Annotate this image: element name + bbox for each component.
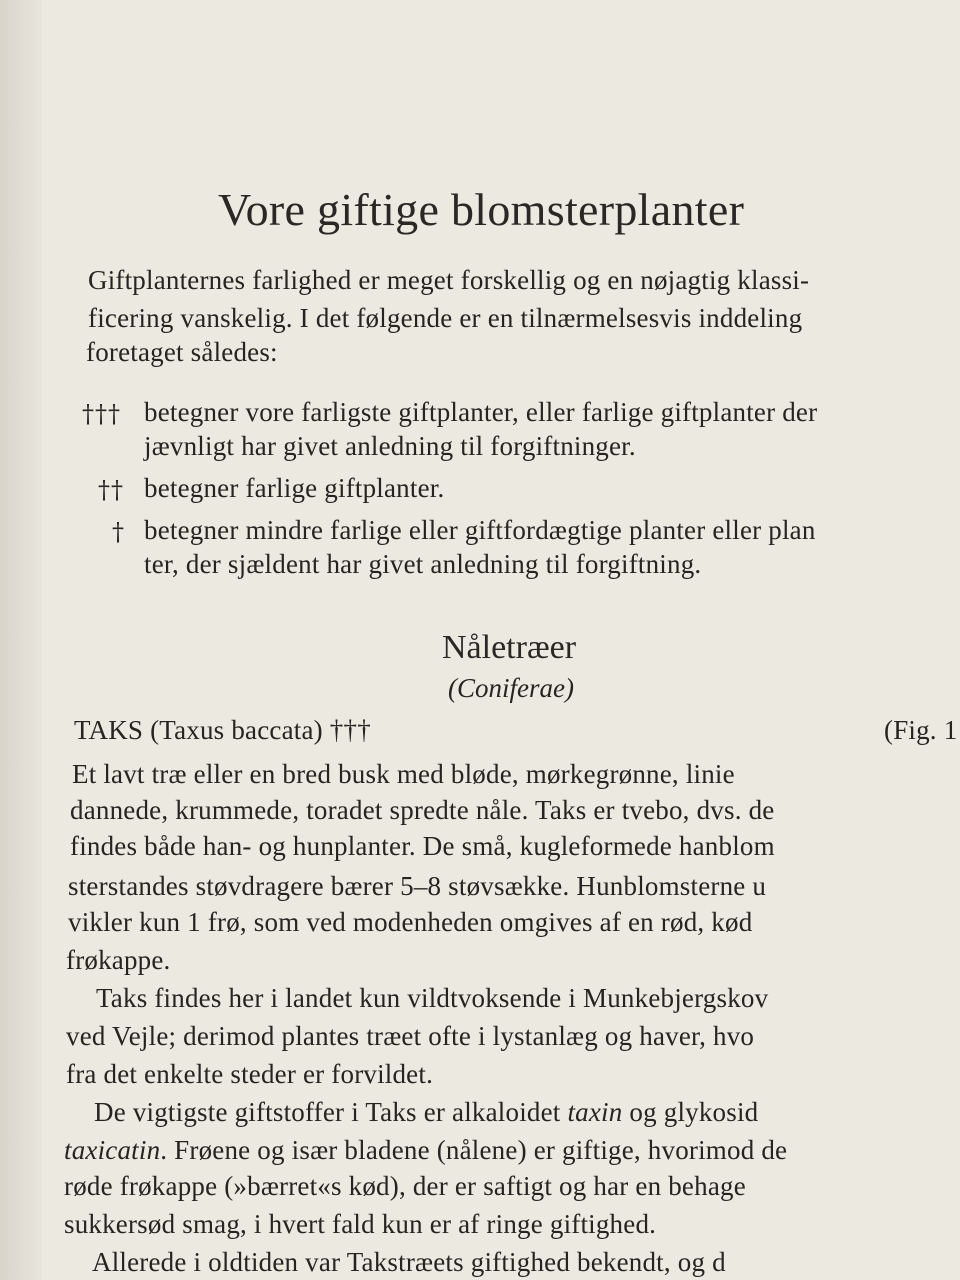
body-line: ved Vejle; derimod plantes træet ofte i lystanlæg og haver, hvo <box>66 1021 755 1051</box>
entry-name: TAKS (Taxus baccata) ††† <box>74 715 371 745</box>
paragraph-3-line-1 <box>94 1096 758 1128</box>
body-line: dannede, krummede, toradet spredte nåle. Taks er tvebo, dvs. de <box>70 795 775 825</box>
body-line: Taks findes her i landet kun vildtvoksende i Munkebjergskov <box>96 983 769 1013</box>
legend-3-line-2: ter, der sjældent har givet anledning til forgiftning. <box>144 549 702 579</box>
legend-3-line-1: betegner mindre farlige eller giftfordægtige planter eller plan <box>144 515 816 545</box>
compound-name-taxin: taxin <box>567 1097 623 1127</box>
body-line: frøkappe. <box>66 945 171 975</box>
paragraph-3-line-2 <box>64 1134 787 1166</box>
body-line: Et lavt træ eller en bred busk med bløde, mørkegrønne, linie <box>72 759 735 789</box>
legend-symbol-triple-dagger: ††† <box>82 400 121 428</box>
legend-1-line-2: jævnligt har givet anledning til forgiftninger. <box>144 431 636 461</box>
page-title: Vore giftige blomsterplanter <box>218 184 745 235</box>
legend-1-line-1: betegner vore farligste giftplanter, eller farlige giftplanter der <box>144 397 818 427</box>
text-segment: . Frøene og især bladene (nålene) er giftige, hvorimod de <box>160 1135 788 1165</box>
body-line: fra det enkelte steder er forvildet. <box>66 1059 434 1089</box>
paragraph-3-line-3: røde frøkappe (»bærret«s kød), der er saftigt og har en behage <box>64 1171 746 1201</box>
legend-2-line-1: betegner farlige giftplanter. <box>144 473 445 503</box>
last-line: Allerede i oldtiden var Takstræets giftighed bekendt, og d <box>92 1247 726 1277</box>
section-heading: Nåletræer <box>442 629 577 666</box>
body-line: sterstandes støvdragere bærer 5–8 støvsække. Hunblomsterne u <box>68 871 767 901</box>
intro-line-1: Giftplanternes farlighed er meget forskellig og en nøjagtig klassi- <box>88 265 810 295</box>
intro-line-3: foretaget således: <box>86 337 278 367</box>
section-subheading: (Coniferae) <box>448 673 574 703</box>
body-line: findes både han- og hunplanter. De små, kugleformede hanblom <box>70 831 775 861</box>
figure-reference: (Fig. 1 <box>884 715 958 745</box>
legend-symbol-double-dagger: †† <box>98 476 124 504</box>
compound-name-taxicatin: taxicatin <box>64 1135 161 1165</box>
text-segment: De vigtigste giftstoffer i Taks er alkaloidet <box>94 1097 568 1127</box>
paragraph-3-line-4: sukkersød smag, i hvert fald kun er af ringe giftighed. <box>64 1209 657 1239</box>
page-gutter-shadow <box>0 0 42 1280</box>
body-line: vikler kun 1 frø, som ved modenheden omgives af en rød, kød <box>68 907 753 937</box>
legend-symbol-single-dagger: † <box>112 518 125 546</box>
text-segment: og glykosid <box>622 1097 759 1127</box>
intro-line-2: ficering vanskelig. I det følgende er en tilnærmelsesvis inddeling <box>88 303 803 333</box>
